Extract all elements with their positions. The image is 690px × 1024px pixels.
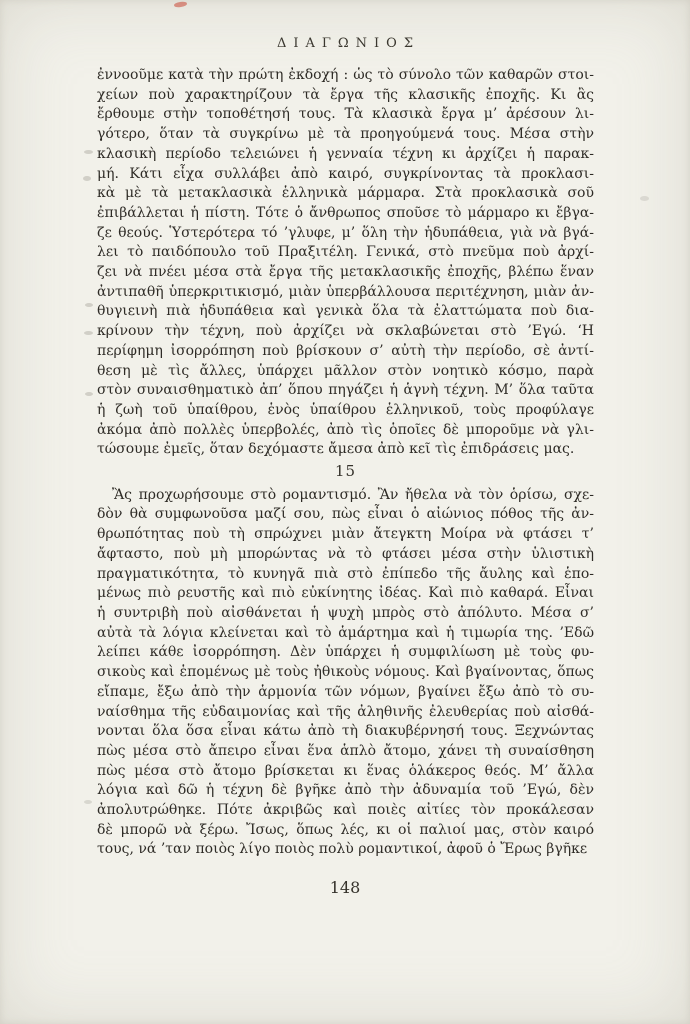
scan-smudge [85,303,93,307]
scan-smudge [84,150,93,154]
text-line: χείων ποὺ χαρακτηρίζουν τὰ ἔργα τῆς κλασικῆς ἐποχῆς. Κι ἂς [97,86,594,103]
text-line: λει τὸ παιδόπουλο τοῦ Πραξιτέλη. Γενικά, στὸ πνεῦμα ποὺ ἀρχί- [97,244,594,261]
text-line: εἴπαμε, ἔξω ἀπὸ τὴν ἁρμονία τῶν νόμων, βγαίνει ἔξω ἀπὸ τὸ συ- [97,683,594,700]
scan-smudge [84,331,93,335]
text-line: πραγματικότητα, τὸ κυνηγᾶ πιὰ στὸ ἐπίπεδο τῆς ἄυλης καὶ ἑπο- [97,565,594,582]
text-line: πὼς μέσα στὸ ἄτομο βρίσκεται κι ἕνας ὁλάκερος θεός. Μ’ ἄλλα [97,762,594,779]
text-line: αὐτὰ τὰ λόγια κλείνεται καὶ τὸ ἁμάρτημα καὶ ἡ τιμωρία της. ’Εδῶ [97,624,594,641]
text-line: ἐπιβάλλεται ἡ πίστη. Τότε ὁ ἄνθρωπος σποῦσε τὸ μάρμαρο κι ἔβγα- [97,204,594,221]
text-line: τώσουμε ἐμεῖς, ὅταν δεχόμαστε ἄμεσα ἀπὸ κεῖ τὶς ἐπιδράσεις μας. [97,441,575,458]
scan-smudge [640,196,649,201]
text-line: σικοὺς καὶ ἑπομένως μὲ τοὺς ἠθικοὺς νόμους. Καὶ βγαίνοντας, ὅπως [97,664,594,681]
text-line: ἀκόμα ἀπὸ πολλὲς ὑπερβολές, ἀπὸ τὶς ὁποῖες δὲ μποροῦμε νὰ γλι- [97,421,594,438]
text-line: ζει νὰ πνέει μέσα στὰ ἔργα τῆς μετακλασικῆς ἐποχῆς, βλέπω ἕναν [97,264,594,281]
text-line: δὲ μπορῶ νὰ ξέρω. Ἴσως, ὅπως λές, κι οἱ παλιοί μας, στὸν καιρό [97,821,594,838]
text-line: μένως πιὸ ρευστῆς καὶ πιὸ εὐκίνητης ἰδέας. Καὶ πιὸ καθαρά. Εἶναι [97,585,594,602]
text-line: Ἂς προχωρήσουμε στὸ ρομαντισμό. Ἂν ἤθελα νὰ τὸν ὁρίσω, σχε- [112,486,594,503]
scan-smudge [83,176,91,181]
text-line: ἡ ζωὴ τοῦ ὑπαίθρου, ἑνὸς ὑπαίθρου ἑλληνικοῦ, τοὺς προφύλαγε [97,401,594,418]
section-number: 15 [334,462,357,481]
text-line: ἄφταστο, ποὺ μὴ μπορώντας νὰ τὸ φτάσει μέσα στὴν ὑλιστικὴ [97,545,594,562]
text-line: ναίσθημα τῆς εὐδαιμονίας καὶ τῆς ἀληθινῆς ἐλευθερίας ποὺ αἰσθά- [97,703,594,720]
text-line: στὸν συναισθηματικὸ ἀπ’ ὅπου πηγάζει ἡ ἁγνὴ τέχνη. Μ’ ὅλα ταῦτα [97,382,594,399]
text-line: ἀντιπαθῆ ὑπερκριτικισμό, μιὰν ὑπερβάλλουσα περιτέχνηση, μιὰν ἀν- [97,283,594,300]
text-line: ἡ συντριβὴ ποὺ αἰσθάνεται ἡ ψυχὴ μπρὸς στὸ ἀπόλυτο. Μέσα σ’ [97,604,594,621]
text-line: μή. Κάτι εἶχα συλλάβει ἀπὸ καιρό, συγκρίνοντας τὰ προκλασι- [97,165,594,182]
page-number: 148 [329,878,361,897]
text-block [97,66,594,860]
text-line: γότερο, ὅταν τὰ συγκρίνω μὲ τὰ προηγούμενά τους. Μέσα στὴν [97,126,594,143]
red-ink-mark [174,1,188,8]
text-line: περίφημη ἰσορρόπηση ποὺ βρίσκουν σ’ αὐτὴ τὴν περίοδο, σὲ ἀντί- [97,342,594,359]
scan-smudge [84,800,92,804]
text-line: θεση μὲ τὶς ἄλλες, ὑπάρχει μᾶλλον στὸν νοητικὸ κόσμο, παρὰ [97,362,594,379]
text-line: λείπει κάθε ἰσορρόπηση. Δὲν ὑπάρχει ἡ συμφιλίωση μὲ τοὺς φυ- [97,644,594,661]
text-line: λόγια καὶ δῶ ἡ τέχνη δὲ βγῆκε ἀπὸ τὴν ἀδυναμία τοῦ ’Εγώ, δὲν [97,782,594,799]
text-line: δὸν θὰ συμφωνοῦσα μαζί σου, πὼς εἶναι ὁ αἰώνιος πόθος τῆς ἀν- [97,506,594,523]
text-line: πὼς μέσα στὸ ἄπειρο εἶναι ἕνα ἁπλὸ ἄτομο, χάνει τὴ συναίσθηση [97,742,594,759]
text-line: θυγιεινὴ πιὰ ἡδυπάθεια καὶ γενικὰ ὅλα τὰ ἐλαττώματα ποὺ δια- [97,303,594,320]
paragraph-2 [97,486,594,860]
text-line: ἐννοοῦμε κατὰ τὴν πρώτη ἐκδοχή : ὡς τὸ σύνολο τῶν καθαρῶν στοι- [97,67,594,83]
text-line: κλασικὴ περίοδο τελειώνει ἡ γενναία τέχνη κι ἀρχίζει ἡ παρακ- [97,145,594,162]
text-line: κὰ μὲ τὰ μετακλασικὰ ἑλληνικὰ μάρμαρα. Στὰ προκλασικὰ σοῦ [97,185,594,202]
text-line: ἔρθουμε στὴν τοποθέτησή τους. Τὰ κλασικὰ ἔργα μ’ ἀρέσουν λι- [97,106,594,123]
running-head-journal-title: ΔΙΑΓΩΝΙΟΣ [276,36,421,51]
paragraph-1 [97,66,594,460]
scan-smudge [85,392,93,396]
text-line: ζε θεούς. Ὑστερότερα τό ’γλυφε, μ’ ὅλη τὴν ἡδυπάθεια, γιὰ νὰ βγά- [97,224,594,241]
text-line: νονται ὅλα ὅσα εἶναι κάτω ἀπὸ τὴ διακυβέρνησή τους. Ξεχνώντας [97,723,594,740]
text-line: κρίνουν τὴν τέχνη, ποὺ ἀρχίζει νὰ σκλαβώνεται στὸ ’Εγώ. ‘Η [97,323,594,340]
text-line: τους, νά ’ταν ποιὸς λίγο ποιὸς πολὺ ρομαντικοί, ἀφοῦ ὁ Ἔρως βγῆκε [97,841,588,858]
text-line: ἀπολυτρώθηκε. Πότε ἀκριβῶς καὶ ποιὲς αἰτίες τὸν προκάλεσαν [97,802,594,819]
text-line: θρωπότητας ποὺ τὴ σπρώχνει μιὰν ἄτεγκτη Μοίρα νὰ φτάσει τ’ [97,526,594,543]
